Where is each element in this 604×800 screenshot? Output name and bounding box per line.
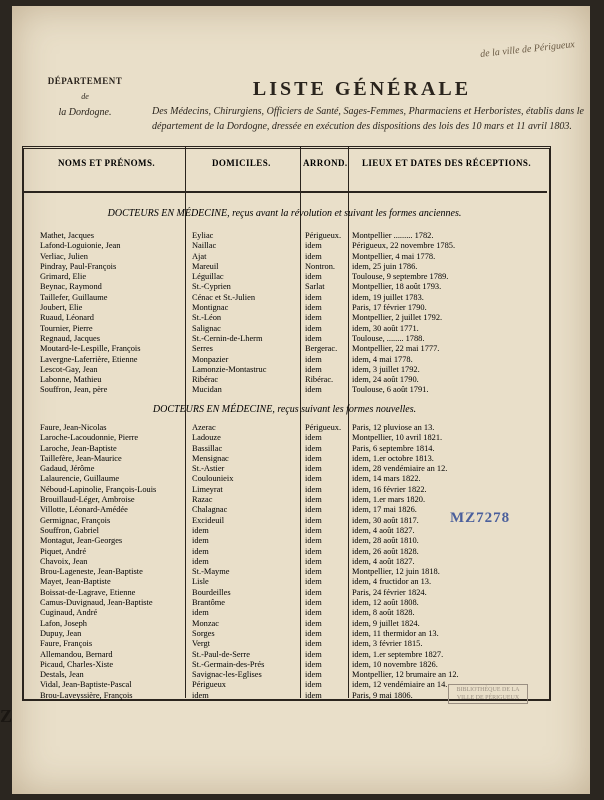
date-cell: idem, 9 juillet 1824. bbox=[352, 618, 420, 628]
domicile-cell: St.-Cernin-de-Lherm bbox=[192, 333, 263, 343]
date-cell: idem, 16 février 1822. bbox=[352, 484, 427, 494]
department-label: DÉPARTEMENT bbox=[47, 76, 123, 86]
name-cell: Verliac, Julien bbox=[40, 251, 88, 261]
name-cell: Allemandou, Bernard bbox=[40, 649, 113, 659]
domicile-cell: Coulounieix bbox=[192, 474, 234, 484]
name-cell: Labonne, Mathieu bbox=[40, 375, 102, 385]
domicile-cell: idem bbox=[192, 525, 209, 535]
name-cell: Gadaud, Jérôme bbox=[40, 464, 95, 474]
section-title: DOCTEURS EN MÉDECINE, reçus avant la révolution et suivant les formes anciennes. bbox=[107, 208, 462, 219]
header-rule bbox=[22, 191, 547, 193]
arrond-cell: idem bbox=[305, 567, 322, 577]
name-cell: Grimard, Elie bbox=[40, 272, 87, 282]
date-cell: idem, 4 fructidor an 13. bbox=[352, 577, 432, 587]
arrond-cell: idem bbox=[305, 333, 322, 343]
name-cell: Brou-Laveyssière, François bbox=[40, 690, 133, 700]
name-cell: Lafond-Loguionie, Jean bbox=[40, 241, 121, 251]
arrond-cell: idem bbox=[305, 608, 322, 618]
arrond-cell: idem bbox=[305, 659, 322, 669]
name-cell: Dupuy, Jean bbox=[40, 628, 82, 638]
date-cell: idem, 4 mai 1778. bbox=[352, 354, 413, 364]
arrond-cell: idem bbox=[305, 577, 322, 587]
arrond-cell: idem bbox=[305, 443, 322, 453]
name-cell: Faure, François bbox=[40, 639, 93, 649]
domicile-cell: St.-Cyprien bbox=[192, 282, 231, 292]
date-cell: Toulouse, 9 septembre 1789. bbox=[352, 272, 449, 282]
section-rows-new bbox=[24, 424, 546, 702]
domicile-cell: Vergt bbox=[192, 639, 210, 649]
date-cell: Paris, 17 février 1790. bbox=[352, 303, 427, 313]
date-cell: idem, 25 juin 1786. bbox=[352, 261, 418, 271]
date-cell: Montpellier, 2 juillet 1792. bbox=[352, 313, 443, 323]
domicile-cell: St.-Paul-de-Serre bbox=[192, 649, 250, 659]
name-cell: Destals, Jean bbox=[40, 670, 84, 680]
name-cell: Laroche-Lacoudonnie, Pierre bbox=[40, 433, 139, 443]
arrond-cell: idem bbox=[305, 505, 322, 515]
domicile-cell: Salignac bbox=[192, 323, 221, 333]
domicile-cell: Sorges bbox=[192, 628, 215, 638]
domicile-cell: Mensignac bbox=[192, 453, 229, 463]
domicile-cell: Eyliac bbox=[192, 231, 214, 240]
arrond-cell: idem bbox=[305, 385, 322, 395]
domicile-cell: Cénac et St.-Julien bbox=[192, 292, 256, 302]
arrond-cell: idem bbox=[305, 251, 322, 261]
arrond-cell: idem bbox=[305, 556, 322, 566]
domicile-cell: Périgueux bbox=[192, 680, 226, 690]
arrond-cell: idem bbox=[305, 690, 322, 700]
catalog-stamp: MZ7278 bbox=[450, 510, 511, 526]
name-cell: Joubert, Elie bbox=[40, 303, 83, 313]
margin-annotation: de la ville de Périgueux bbox=[479, 39, 576, 60]
domicile-cell: Monpazier bbox=[192, 354, 229, 364]
date-cell: idem, 14 mars 1822. bbox=[352, 474, 421, 484]
domicile-cell: St.-Mayme bbox=[192, 567, 230, 577]
arrond-cell: idem bbox=[305, 364, 322, 374]
name-cell: Ruaud, Léonard bbox=[40, 313, 94, 323]
domicile-cell: Brantôme bbox=[192, 598, 226, 608]
name-cell: Montagut, Jean-Georges bbox=[40, 536, 123, 546]
date-cell: idem, 24 août 1790. bbox=[352, 375, 419, 385]
domicile-cell: Bourdeilles bbox=[192, 587, 231, 597]
arrond-cell: idem bbox=[305, 474, 322, 484]
column-header-names: NOMS ET PRÉNOMS. bbox=[58, 158, 155, 168]
arrond-cell: idem bbox=[305, 433, 322, 443]
name-cell: Souffron, Gabriel bbox=[40, 525, 99, 535]
name-cell: Lalaurencie, Guillaume bbox=[40, 474, 120, 484]
name-cell: Néboud-Lapinolie, François-Louis bbox=[40, 484, 157, 494]
domicile-cell: Lisle bbox=[192, 577, 209, 587]
date-cell: Paris, 9 mai 1806. bbox=[352, 690, 413, 700]
arrond-cell: idem bbox=[305, 303, 322, 313]
name-cell: Lafon, Joseph bbox=[40, 618, 87, 628]
arrond-cell: idem bbox=[305, 495, 322, 505]
date-cell: idem, 10 novembre 1826. bbox=[352, 659, 438, 669]
domicile-cell: Azerac bbox=[192, 423, 216, 432]
domicile-cell: Razac bbox=[192, 495, 213, 505]
date-cell: idem, 11 thermidor an 13. bbox=[352, 628, 439, 638]
arrond-cell: idem bbox=[305, 628, 322, 638]
arrond-cell: idem bbox=[305, 639, 322, 649]
arrond-cell: idem bbox=[305, 670, 322, 680]
name-cell: Chavoix, Jean bbox=[40, 556, 88, 566]
date-cell: idem, 12 vendémiaire an 14. bbox=[352, 680, 448, 690]
name-cell: Mayet, Jean-Baptiste bbox=[40, 577, 111, 587]
domicile-cell: Savignac-les-Eglises bbox=[192, 670, 262, 680]
column-header-domiciles: DOMICILES. bbox=[212, 158, 271, 168]
arrond-cell: idem bbox=[305, 515, 322, 525]
date-cell: Montpellier, 18 août 1793. bbox=[352, 282, 442, 292]
arrond-cell: idem bbox=[305, 453, 322, 463]
date-cell: idem, 4 août 1827. bbox=[352, 525, 415, 535]
name-cell: Mathet, Jacques bbox=[40, 231, 94, 240]
name-cell: Camus-Duvignaud, Jean-Baptiste bbox=[40, 598, 153, 608]
domicile-cell: Ribérac bbox=[192, 375, 219, 385]
arrond-cell: idem bbox=[305, 598, 322, 608]
domicile-cell: Naillac bbox=[192, 241, 217, 251]
date-cell: Périgueux, 22 novembre 1785. bbox=[352, 241, 456, 251]
name-cell: Faure, Jean-Nicolas bbox=[40, 423, 107, 432]
department-name: la Dordogne. bbox=[58, 107, 112, 118]
arrond-cell: idem bbox=[305, 525, 322, 535]
name-cell: Vidal, Jean-Baptiste-Pascal bbox=[40, 680, 132, 690]
column-header-arrond: ARROND. bbox=[303, 158, 348, 168]
name-cell: Villotte, Léonard-Amédée bbox=[40, 505, 128, 515]
name-cell: Germignac, François bbox=[40, 515, 111, 525]
name-cell: Boissat-de-Lagrave, Etienne bbox=[40, 587, 136, 597]
table-row bbox=[24, 386, 546, 396]
section-rows-old bbox=[24, 232, 546, 397]
domicile-cell: Serres bbox=[192, 344, 213, 354]
page-subtitle: Des Médecins, Chirurgiens, Officiers de Santé, Sages-Femmes, Pharmaciens et Herboristes, établis dans le département de la Dordogne, dressée en exécution des dispositions des lois des 10 mars et 11 avril 1803. bbox=[152, 106, 584, 132]
arrond-cell: Périgueux. bbox=[305, 231, 342, 240]
domicile-cell: idem bbox=[192, 690, 209, 700]
date-cell: Montpellier, 12 brumaire an 12. bbox=[352, 670, 459, 680]
domicile-cell: Chalagnac bbox=[192, 505, 228, 515]
arrond-cell: Bergerac. bbox=[305, 344, 338, 354]
name-cell: Lavergne-Laferrière, Etienne bbox=[40, 354, 138, 364]
edge-mark: Z bbox=[0, 706, 13, 726]
domicile-cell: idem bbox=[192, 546, 209, 556]
date-cell: Paris, 6 septembre 1814. bbox=[352, 443, 435, 453]
domicile-cell: Montignac bbox=[192, 303, 229, 313]
name-cell: Piquet, André bbox=[40, 546, 87, 556]
domicile-cell: Limeyrat bbox=[192, 484, 223, 494]
date-cell: idem, 3 février 1815. bbox=[352, 639, 423, 649]
arrond-cell: Nontron. bbox=[305, 261, 336, 271]
name-cell: Moutard-le-Lespille, François bbox=[40, 344, 141, 354]
domicile-cell: idem bbox=[192, 608, 209, 618]
date-cell: Toulouse, ........ 1788. bbox=[352, 333, 425, 343]
domicile-cell: Lamonzie-Montastruc bbox=[192, 364, 267, 374]
arrond-cell: Ribérac. bbox=[305, 375, 334, 385]
arrond-cell: idem bbox=[305, 241, 322, 251]
arrond-cell: idem bbox=[305, 272, 322, 282]
section-title: DOCTEURS EN MÉDECINE, reçus suivant les formes nouvelles. bbox=[152, 404, 417, 415]
domicile-cell: idem bbox=[192, 536, 209, 546]
date-cell: Toulouse, 6 août 1791. bbox=[352, 385, 429, 395]
domicile-cell: St.-Astier bbox=[192, 464, 225, 474]
library-stamp: BIBLIOTHÈQUE DE LA VILLE DE PÉRIGUEUX bbox=[448, 684, 528, 704]
date-cell: idem, 1.er septembre 1827. bbox=[352, 649, 444, 659]
name-cell: Pindray, Paul-François bbox=[40, 261, 117, 271]
domicile-cell: St.-Léon bbox=[192, 313, 222, 323]
department-de: de bbox=[81, 92, 89, 101]
date-cell: idem, 4 août 1827. bbox=[352, 556, 415, 566]
arrond-cell: Sarlat bbox=[305, 282, 325, 292]
arrond-cell: idem bbox=[305, 323, 322, 333]
date-cell: Paris, 12 pluviose an 13. bbox=[352, 423, 435, 432]
date-cell: idem, 26 août 1828. bbox=[352, 546, 419, 556]
date-cell: idem, 1.er mars 1820. bbox=[352, 495, 426, 505]
arrond-cell: idem bbox=[305, 484, 322, 494]
department-block bbox=[30, 76, 140, 118]
date-cell: idem, 1.er octobre 1813. bbox=[352, 453, 434, 463]
name-cell: Taillefer, Guillaume bbox=[40, 292, 108, 302]
date-cell: Paris, 24 février 1824. bbox=[352, 587, 427, 597]
domicile-cell: Monzac bbox=[192, 618, 219, 628]
page-title: LISTE GÉNÉRALE bbox=[252, 78, 472, 100]
date-cell: idem, 30 août 1771. bbox=[352, 323, 419, 333]
domicile-cell: Mucidan bbox=[192, 385, 222, 395]
name-cell: Laroche, Jean-Baptiste bbox=[40, 443, 117, 453]
arrond-cell: Périgueux. bbox=[305, 423, 342, 432]
domicile-cell: Mareuil bbox=[192, 261, 219, 271]
arrond-cell: idem bbox=[305, 618, 322, 628]
date-cell: idem, 12 août 1808. bbox=[352, 598, 419, 608]
date-cell: Montpellier, 12 juin 1818. bbox=[352, 567, 440, 577]
domicile-cell: Ajat bbox=[192, 251, 207, 261]
date-cell: idem, 28 août 1810. bbox=[352, 536, 419, 546]
date-cell: Montpellier ......... 1782. bbox=[352, 231, 434, 240]
date-cell: idem, 19 juillet 1783. bbox=[352, 292, 424, 302]
arrond-cell: idem bbox=[305, 354, 322, 364]
domicile-cell: Léguillac bbox=[192, 272, 224, 282]
domicile-cell: idem bbox=[192, 556, 209, 566]
name-cell: Souffron, Jean, père bbox=[40, 385, 108, 395]
date-cell: idem, 8 août 1828. bbox=[352, 608, 415, 618]
name-cell: Tournier, Pierre bbox=[40, 323, 93, 333]
date-cell: Montpellier, 4 mai 1778. bbox=[352, 251, 436, 261]
arrond-cell: idem bbox=[305, 680, 322, 690]
column-header-dates: LIEUX ET DATES DES RÉCEPTIONS. bbox=[362, 158, 531, 168]
date-cell: idem, 28 vendémiaire an 12. bbox=[352, 464, 448, 474]
arrond-cell: idem bbox=[305, 546, 322, 556]
name-cell: Brou-Lageneste, Jean-Baptiste bbox=[40, 567, 143, 577]
name-cell: Brouillaud-Léger, Ambroise bbox=[40, 495, 135, 505]
domicile-cell: Excideuil bbox=[192, 515, 225, 525]
name-cell: Lescot-Gay, Jean bbox=[40, 364, 98, 374]
arrond-cell: idem bbox=[305, 649, 322, 659]
arrond-cell: idem bbox=[305, 313, 322, 323]
name-cell: Picaud, Charles-Xiste bbox=[40, 659, 114, 669]
date-cell: Montpellier, 22 mai 1777. bbox=[352, 344, 440, 354]
date-cell: Montpellier, 10 avril 1821. bbox=[352, 433, 443, 443]
date-cell: idem, 17 mai 1826. bbox=[352, 505, 417, 515]
name-cell: Cuginaud, André bbox=[40, 608, 98, 618]
name-cell: Regnaud, Jacques bbox=[40, 333, 101, 343]
arrond-cell: idem bbox=[305, 292, 322, 302]
arrond-cell: idem bbox=[305, 536, 322, 546]
arrond-cell: idem bbox=[305, 464, 322, 474]
date-cell: idem, 30 août 1817. bbox=[352, 515, 419, 525]
arrond-cell: idem bbox=[305, 587, 322, 597]
domicile-cell: Ladouze bbox=[192, 433, 221, 443]
domicile-cell: Bassillac bbox=[192, 443, 223, 453]
domicile-cell: St.-Germain-des-Prés bbox=[192, 659, 265, 669]
name-cell: Beynac, Raymond bbox=[40, 282, 102, 292]
name-cell: Taillefère, Jean-Maurice bbox=[40, 453, 122, 463]
date-cell: idem, 3 juillet 1792. bbox=[352, 364, 420, 374]
